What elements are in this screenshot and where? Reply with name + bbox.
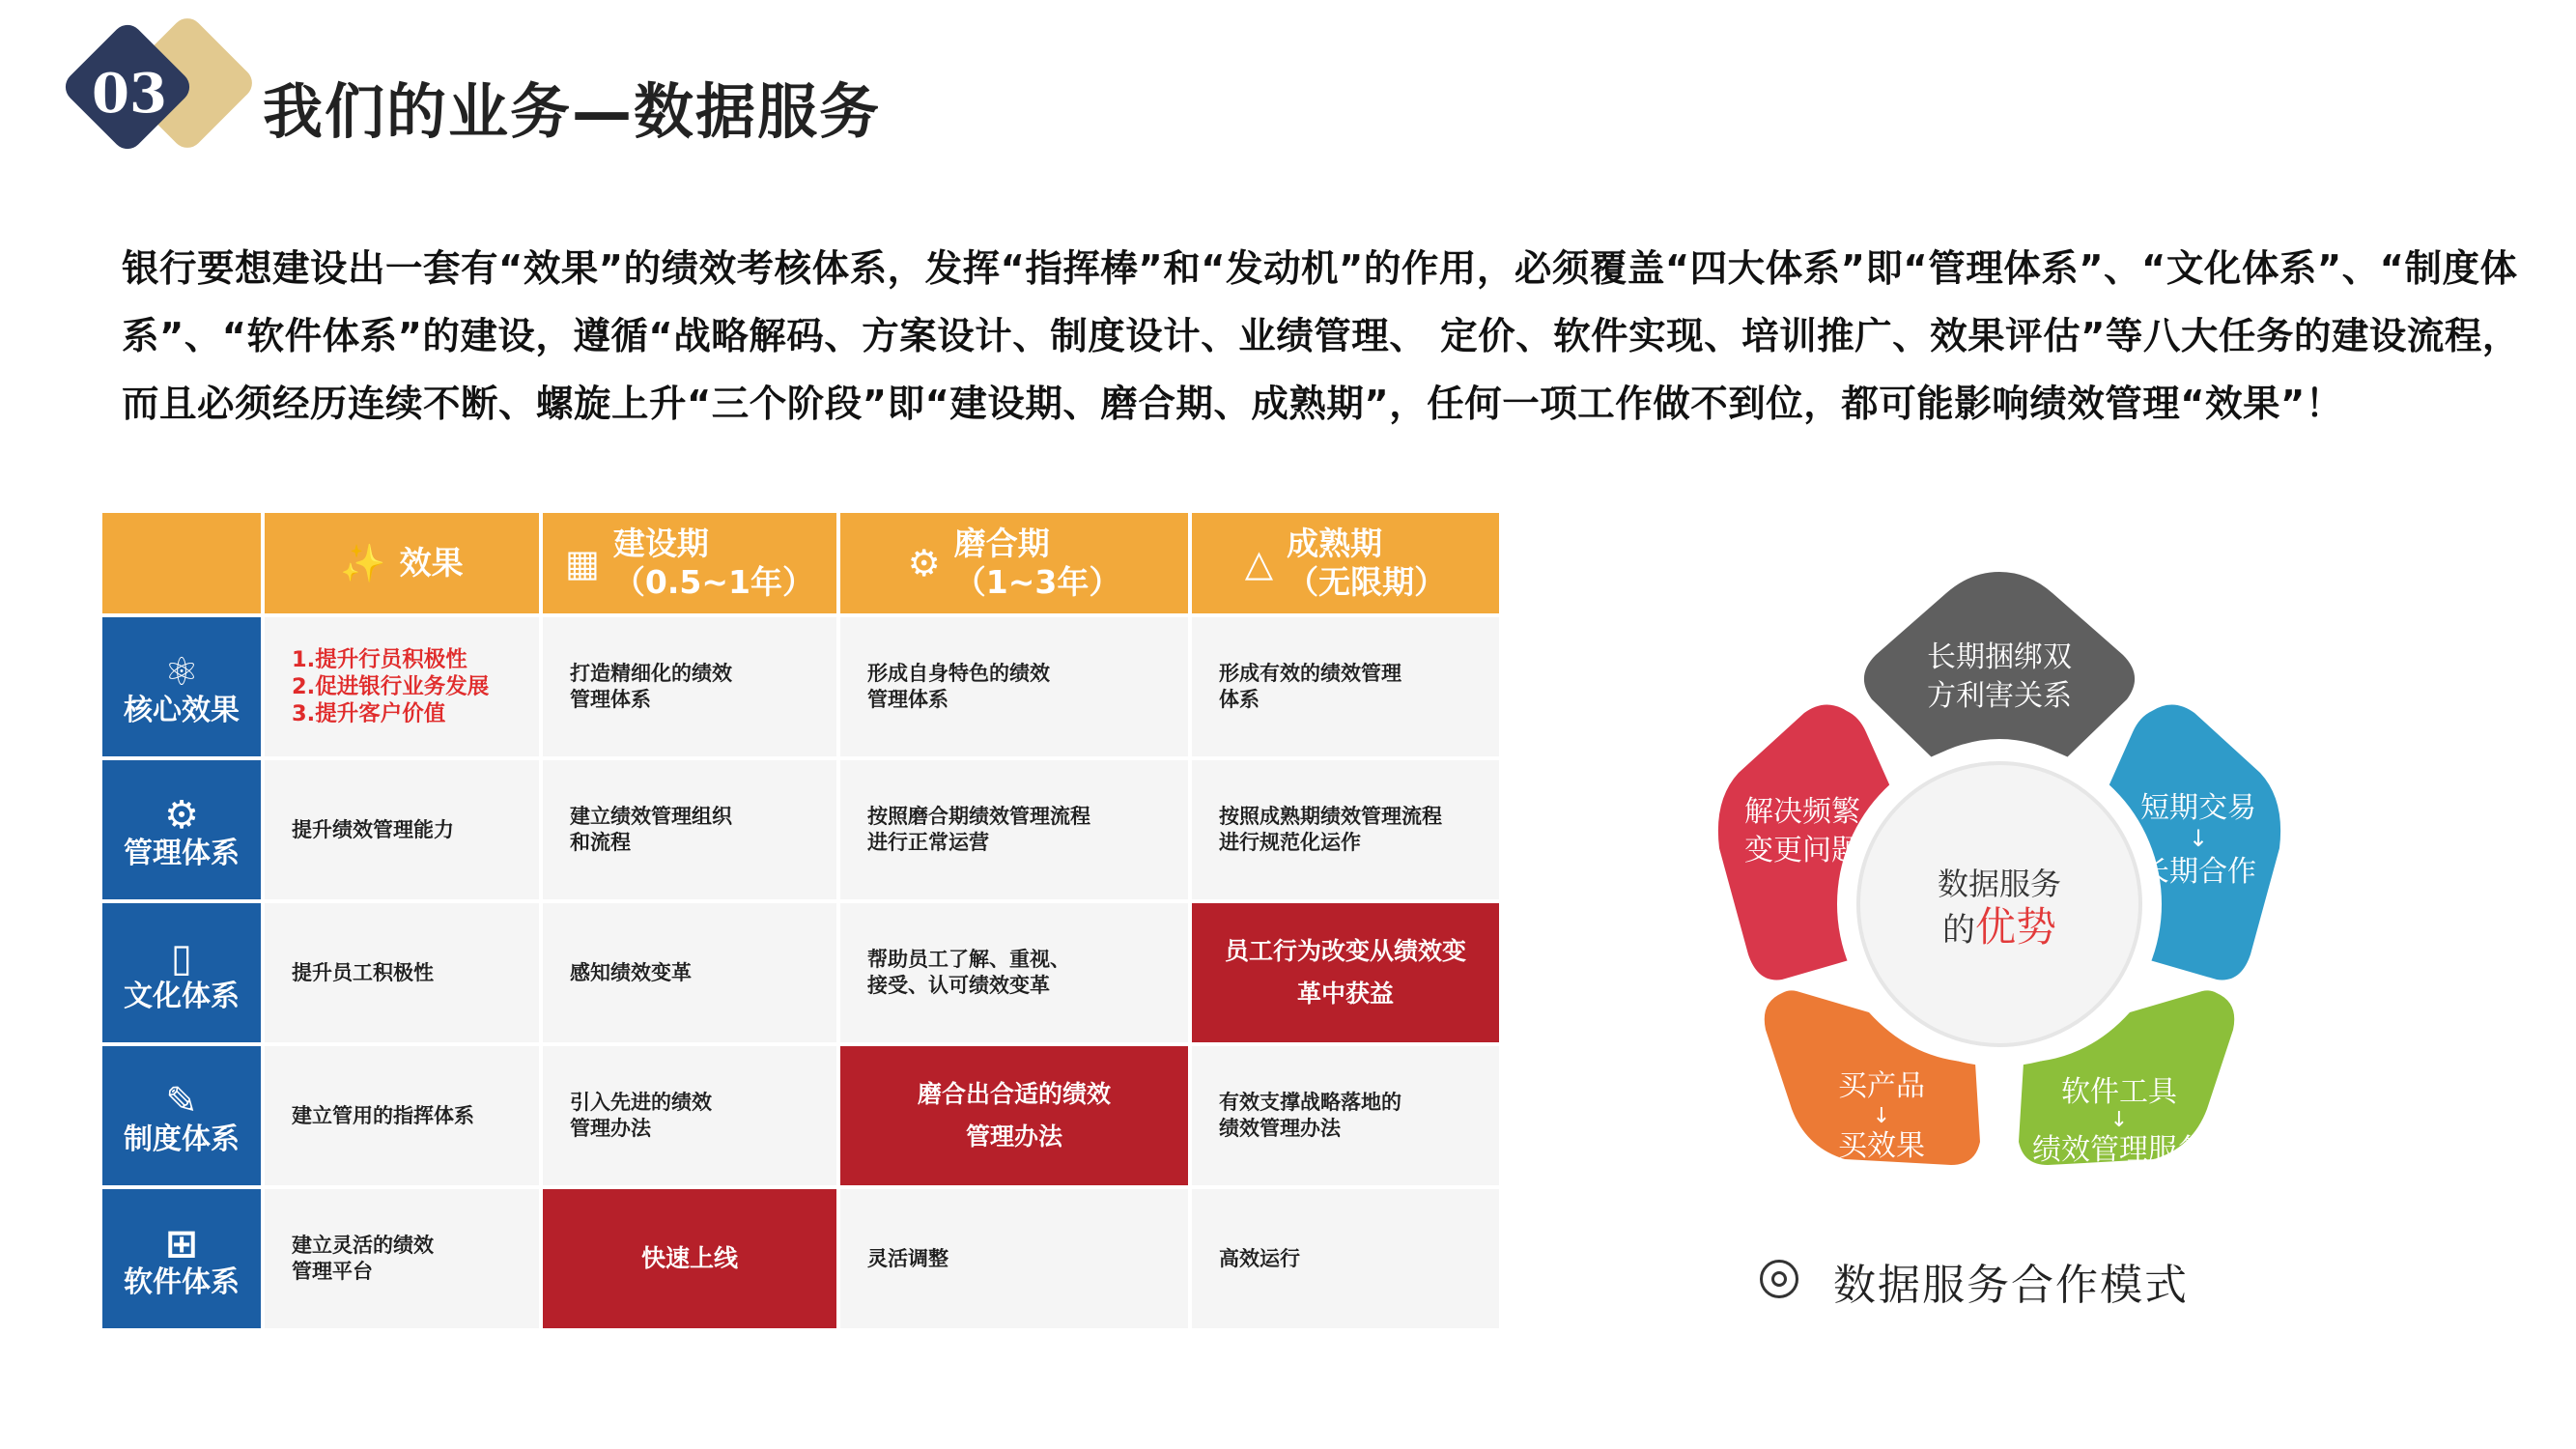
table-cell-highlight	[1192, 903, 1499, 1042]
center-text-line1: 数据服务	[1937, 866, 2062, 902]
cell-text: 按照成熟期绩效管理流程 进行规范化运作	[1219, 805, 1442, 854]
segment-top-line1: 长期捆绑双	[1927, 640, 2072, 674]
advantage-diagram	[1661, 558, 2337, 1254]
col-header-label: 磨合期	[953, 525, 1050, 562]
segment-top-line2: 方利害关系	[1927, 679, 2072, 713]
grinder-icon: ⚙	[907, 541, 941, 584]
row-header-label: 软件体系	[124, 1264, 240, 1299]
building-icon: ▦	[565, 541, 600, 584]
table-cell-highlight	[543, 1189, 836, 1328]
gear-icon: ⚙	[164, 792, 199, 838]
cell-text: 建立绩效管理组织 和流程	[570, 805, 732, 854]
segment-bottom-left-line1: 买产品	[1838, 1069, 1925, 1103]
segment-bottom-right-arrow: ↓	[2109, 1108, 2129, 1132]
table-cell	[840, 903, 1188, 1042]
cell-text: 1.提升行员积极性 2.促进银行业务发展 3.提升客户价值	[292, 647, 490, 726]
segment-right-line2: 长期合作	[2140, 855, 2256, 889]
table-cell	[543, 903, 836, 1042]
cell-text: 形成自身特色的绩效 管理体系	[867, 662, 1050, 711]
table-cell	[840, 760, 1188, 899]
segment-left-line1: 解决频繁	[1744, 795, 1860, 829]
center-text-highlight: 优势	[1974, 903, 2057, 951]
col-header-mature	[1192, 513, 1499, 613]
col-header-sub: （1~3年）	[953, 563, 1121, 601]
row-header-policy	[102, 1046, 261, 1185]
pyramid-icon: △	[1244, 541, 1274, 584]
table-cell	[543, 617, 836, 756]
cell-text: 有效支撑战略落地的 绩效管理办法	[1219, 1091, 1401, 1140]
cell-text: 感知绩效变革	[570, 960, 692, 984]
table-cell	[265, 1189, 539, 1328]
row-header-label: 制度体系	[124, 1122, 240, 1156]
col-header-sub: （0.5~1年）	[612, 563, 814, 601]
clipboard-icon: ✎	[165, 1078, 198, 1123]
table-cell	[1192, 1189, 1499, 1328]
row-header-culture	[102, 903, 261, 1042]
page-title: 我们的业务—数据服务	[263, 76, 882, 147]
table-cell	[265, 617, 539, 756]
table-cell	[840, 617, 1188, 756]
center-text-prefix: 的	[1941, 911, 1975, 950]
col-header-label: 效果	[399, 544, 464, 582]
document-icon: ▯	[170, 935, 192, 980]
table-cell	[265, 903, 539, 1042]
cell-text: 引入先进的绩效 管理办法	[570, 1091, 712, 1140]
segment-bottom-right-line1: 软件工具	[2061, 1075, 2177, 1109]
table-cell	[543, 1046, 836, 1185]
cell-text: 磨合出合适的绩效 管理办法	[917, 1080, 1111, 1151]
section-badge	[62, 25, 255, 172]
table-cell	[543, 760, 836, 899]
cell-text: 建立管用的指挥体系	[292, 1103, 474, 1127]
cell-text: 高效运行	[1219, 1246, 1300, 1270]
cell-text: 按照磨合期绩效管理流程 进行正常运营	[867, 805, 1090, 854]
col-header-effect	[265, 513, 539, 613]
cell-text: 快速上线	[640, 1244, 738, 1272]
row-header-label: 文化体系	[124, 979, 240, 1013]
table-cell-highlight	[840, 1046, 1188, 1185]
table-cell	[265, 760, 539, 899]
col-header-label: 建设期	[612, 525, 709, 562]
table-cell	[265, 1046, 539, 1185]
segment-right-line1: 短期交易	[2140, 791, 2256, 825]
target-icon	[1760, 1260, 1798, 1298]
intro-paragraph: 银行要想建设出一套有“效果”的绩效考核体系，发挥“指挥棒”和“发动机”的作用，必须覆盖“四大体系”即“管理体系”、“文化体系”、“制度体系”、“软件体系”的建设，遵循“战略解码、方案设计、制度设计、业绩管理、 定价、软件实现、培训推广、效果评估”等八大任务的建设流程，而且必须经历连续不断、螺旋上升“三个阶段”即“建设期、磨合期、成熟期”，任何一项工作做不到位，都可能影响绩效管理“效果”！	[122, 247, 2520, 426]
cell-text: 灵活调整	[867, 1246, 948, 1270]
cell-text: 提升绩效管理能力	[292, 817, 454, 841]
table-cell	[1192, 617, 1499, 756]
row-header-label: 核心效果	[124, 693, 240, 727]
row-header-software	[102, 1189, 261, 1328]
cell-text: 帮助员工了解、重视、 接受、认可绩效变革	[867, 948, 1070, 997]
segment-bottom-right-line2: 绩效管理服务	[2032, 1133, 2206, 1167]
table-cell	[1192, 760, 1499, 899]
cell-text: 提升员工积极性	[292, 960, 434, 984]
table-cell	[840, 1189, 1188, 1328]
grid-icon: ⊞	[165, 1221, 198, 1266]
atom-icon: ⚛	[164, 649, 199, 695]
sparkle-icon: ✨	[340, 541, 386, 584]
col-header-adjust	[840, 513, 1188, 613]
row-header-label: 管理体系	[124, 836, 240, 870]
segment-bottom-left-arrow: ↓	[1872, 1104, 1891, 1128]
segment-bottom-left-line2: 买效果	[1838, 1129, 1925, 1163]
cell-text: 员工行为改变从绩效变 革中获益	[1224, 937, 1466, 1008]
col-header-label: 成熟期	[1287, 525, 1383, 562]
row-header-management	[102, 760, 261, 899]
segment-left-line2: 变更问题	[1744, 834, 1860, 867]
center-text-line2	[1942, 903, 2056, 951]
table-corner	[102, 513, 261, 613]
segment-right-arrow: ↓	[2188, 825, 2209, 852]
cell-text: 建立灵活的绩效 管理平台	[292, 1234, 434, 1283]
row-header-core	[102, 617, 261, 756]
cell-text: 形成有效的绩效管理 体系	[1219, 662, 1401, 711]
diagram-caption: 数据服务合作模式	[1833, 1261, 2189, 1310]
col-header-sub: （无限期）	[1287, 563, 1447, 601]
col-header-build	[543, 513, 836, 613]
section-number: 03	[92, 62, 167, 126]
table-cell	[1192, 1046, 1499, 1185]
phase-table	[102, 513, 1484, 1317]
cell-text: 打造精细化的绩效 管理体系	[570, 662, 732, 711]
